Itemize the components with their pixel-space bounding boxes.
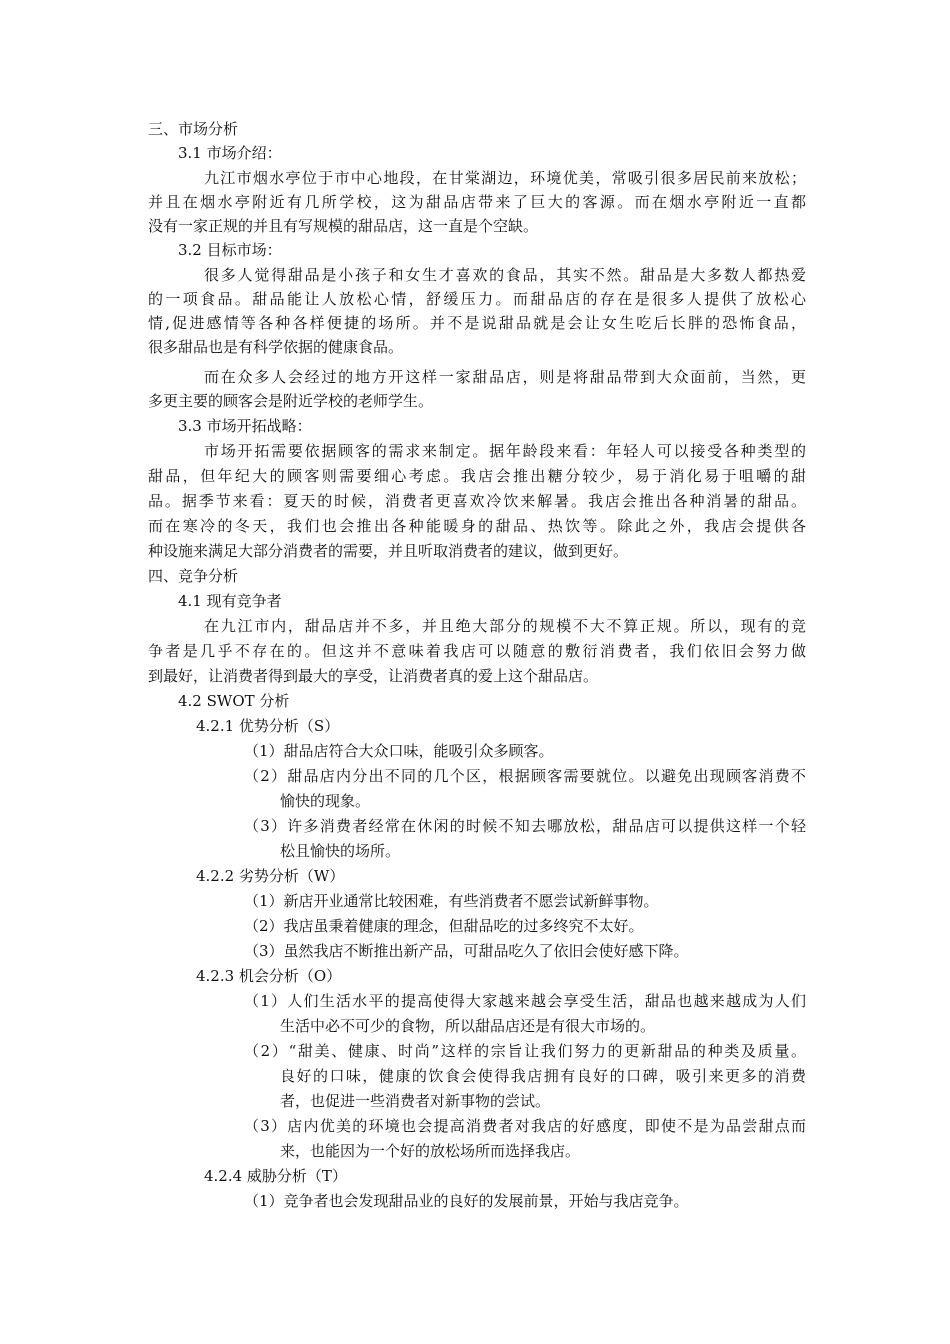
list-item-continuation: 良好的口味，健康的饮食会使得我店拥有良好的口碑，吸引来更多的消费 xyxy=(280,1067,806,1085)
list-item-continuation: 生活中必不可少的食物，所以甜品店还是有很大市场的。 xyxy=(280,1017,656,1035)
section-4-heading: 四、竞争分析 xyxy=(148,567,239,585)
section-4-2-4-heading: 4.2.4 威胁分析（T） xyxy=(204,1167,347,1185)
list-item: （3）虽然我店不断推出新产品，可甜品吃久了依旧会使好感下降。 xyxy=(244,942,689,960)
paragraph-line: 市场开拓需要依据顾客的需求来制定。据年龄段来看：年轻人可以接受各种类型的 xyxy=(204,442,806,460)
paragraph-line: 而在众多人会经过的地方开这样一家甜品店，则是将甜品带到大众面前，当然，更 xyxy=(204,368,806,386)
paragraph-line: 多更主要的顾客会是附近学校的老师学生。 xyxy=(148,392,434,410)
section-3-heading: 三、市场分析 xyxy=(148,120,239,138)
paragraph-line: 到最好，让消费者得到最大的享受，让消费者真的爱上这个甜品店。 xyxy=(148,667,599,685)
paragraph-line: 没有一家正规的并且有写规模的甜品店，这一直是个空缺。 xyxy=(148,217,539,235)
paragraph-line: 争者是几乎不存在的。但这并不意味着我店可以随意的敷衍消费者，我们依旧会努力做 xyxy=(148,642,806,660)
list-item-continuation: 愉快的现象。 xyxy=(280,792,371,810)
section-4-2-3-heading: 4.2.3 机会分析（O） xyxy=(196,967,342,985)
list-item: （2）甜品店内分出不同的几个区，根据顾客需要就位。以避免出现顾客消费不 xyxy=(244,767,806,785)
list-item: （2）“甜美、健康、时尚”这样的宗旨让我们努力的更新甜品的种类及质量。 xyxy=(244,1042,806,1060)
paragraph-line: 品。据季节来看：夏天的时候，消费者更喜欢冷饮来解暑。我店会推出各种消暑的甜品。 xyxy=(148,492,806,510)
paragraph-line: 在九江市内，甜品店并不多，并且绝大部分的规模不大不算正规。所以，现有的竞 xyxy=(204,617,806,635)
paragraph-line: 种设施来满足大部分消费者的需要，并且听取消费者的建议，做到更好。 xyxy=(148,542,629,560)
section-4-2-1-heading: 4.2.1 优势分析（S） xyxy=(196,717,340,735)
list-item-continuation: 来，也能因为一个好的放松场所而选择我店。 xyxy=(280,1142,581,1160)
paragraph-line: 情,促进感情等各种各样便捷的场所。并不是说甜品就是会让女生吃后长胖的恐怖食品， xyxy=(148,314,806,332)
paragraph-line: 而在寒冷的冬天，我们也会推出各种能暖身的甜品、热饮等。除此之外，我店会提供各 xyxy=(148,517,806,535)
section-4-2-2-heading: 4.2.2 劣势分析（W） xyxy=(196,867,345,885)
paragraph-line: 很多甜品也是有科学依据的健康食品。 xyxy=(148,338,404,356)
list-item: （1）新店开业通常比较困难，有些消费者不愿尝试新鲜事物。 xyxy=(244,892,659,910)
list-item: （1）甜品店符合大众口味，能吸引众多顾客。 xyxy=(244,742,554,760)
list-item: （1）人们生活水平的提高使得大家越来越会享受生活，甜品也越来越成为人们 xyxy=(244,992,806,1010)
paragraph-line: 并且在烟水亭附近有几所学校，这为甜品店带来了巨大的客源。而在烟水亭附近一直都 xyxy=(148,193,806,211)
section-3-1-heading: 3.1 市场介绍： xyxy=(178,144,282,162)
list-item: （3）许多消费者经常在休闲的时候不知去哪放松，甜品店可以提供这样一个轻 xyxy=(244,817,806,835)
list-item: （3）店内优美的环境也会提高消费者对我店的好感度，即使不是为品尝甜点而 xyxy=(244,1117,806,1135)
section-4-2-heading: 4.2 SWOT 分析 xyxy=(178,692,290,710)
list-item-continuation: 松且愉快的场所。 xyxy=(280,842,401,860)
paragraph-line: 很多人觉得甜品是小孩子和女生才喜欢的食品，其实不然。甜品是大多数人都热爱 xyxy=(204,266,806,284)
list-item-continuation: 者，也促进一些消费者对新事物的尝试。 xyxy=(280,1092,551,1110)
section-4-1-heading: 4.1 现有竞争者 xyxy=(178,592,282,610)
paragraph-line: 甜品，但年纪大的顾客则需要细心考虑。我店会推出糖分较少，易于消化易于咀嚼的甜 xyxy=(148,467,806,485)
list-item: （1）竞争者也会发现甜品业的良好的发展前景，开始与我店竞争。 xyxy=(244,1192,689,1210)
paragraph-line: 的一项食品。甜品能让人放松心情，舒缓压力。而甜品店的存在是很多人提供了放松心 xyxy=(148,290,806,308)
section-3-2-heading: 3.2 目标市场： xyxy=(178,241,282,259)
list-item: （2）我店虽秉着健康的理念，但甜品吃的过多终究不太好。 xyxy=(244,917,644,935)
paragraph-line: 九江市烟水亭位于市中心地段，在甘棠湖边，环境优美，常吸引很多居民前来放松； xyxy=(204,169,806,187)
section-3-3-heading: 3.3 市场开拓战略： xyxy=(178,417,312,435)
